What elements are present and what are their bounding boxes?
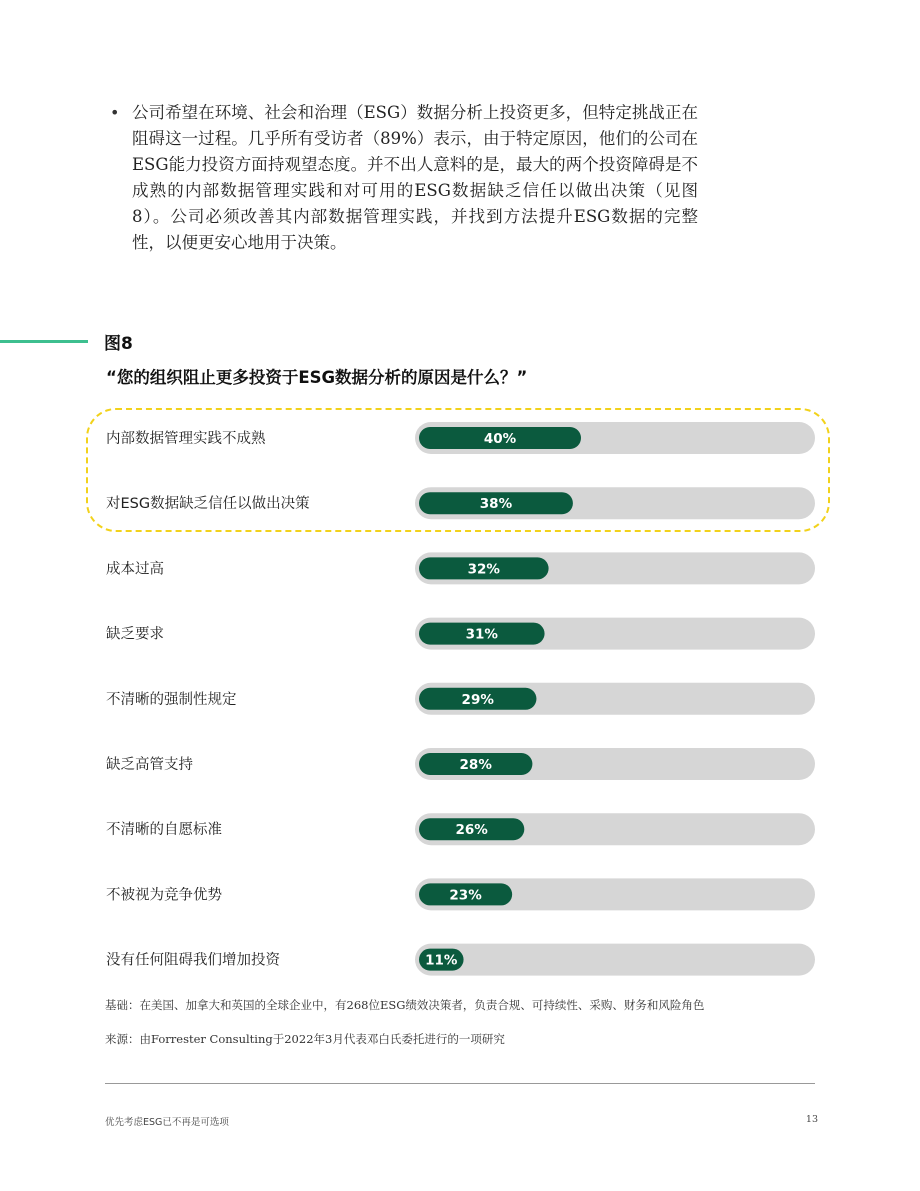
bullet-icon: • — [110, 103, 120, 122]
bar-value-label: 29% — [461, 691, 494, 708]
bar-value-label: 11% — [425, 952, 458, 969]
bar-row — [106, 683, 815, 715]
bar-row — [106, 618, 815, 650]
bar-row — [106, 944, 815, 976]
bar-track — [415, 944, 815, 976]
intro-text: 公司希望在环境、社会和治理（ESG）数据分析上投资更多，但特定挑战正在阻碍这一过程。几乎所有受访者（89%）表示，由于特定原因，他们的公司在ESG能力投资方面持观望态度。并不出人意料的是，最大的两个投资障碍是不成熟的内部数据管理实践和对可用的ESG数据缺乏信任以做出决策（见图8）。公司必须改善其内部数据管理实践，并找到方法提升ESG数据的完整性，以便更安心地用于决策。 — [132, 103, 698, 252]
category-label: 缺乏要求 — [106, 626, 164, 643]
page-number: 13 — [805, 1114, 818, 1125]
bar-value-label: 31% — [465, 626, 498, 643]
bar-row — [106, 422, 815, 454]
figure-label: 图8 — [104, 334, 133, 354]
bar-row — [106, 487, 815, 519]
figure-question: “您的组织阻止更多投资于ESG数据分析的原因是什么？” — [106, 368, 528, 387]
category-label: 成本过高 — [106, 561, 164, 578]
bar-row — [106, 748, 815, 780]
category-label: 不清晰的自愿标准 — [106, 822, 222, 839]
bar-row — [106, 813, 815, 845]
category-label: 不被视为竞争优势 — [106, 887, 222, 904]
footer-title: 优先考虑ESG已不再是可选项 — [105, 1117, 229, 1128]
source-note: 来源：由Forrester Consulting于2022年3月代表邓白氏委托进行的一项研究 — [105, 1032, 505, 1046]
base-note: 基础：在美国、加拿大和英国的全球企业中，有268位ESG绩效决策者，负责合规、可持续性、采购、财务和风险角色 — [105, 998, 705, 1012]
footer-divider — [105, 1083, 815, 1084]
bar-value-label: 28% — [459, 757, 492, 773]
category-label: 对ESG数据缺乏信任以做出决策 — [106, 496, 310, 513]
bar-value-label: 23% — [449, 887, 482, 904]
bar-value-label: 38% — [479, 496, 513, 513]
bar-value-label: 40% — [483, 431, 517, 447]
bar-row — [106, 552, 815, 584]
category-label: 不清晰的强制性规定 — [106, 691, 237, 708]
category-label: 内部数据管理实践不成熟 — [106, 431, 266, 447]
bar-value-label: 32% — [467, 561, 500, 578]
bar-value-label: 26% — [455, 822, 488, 839]
category-label: 缺乏高管支持 — [106, 757, 193, 773]
bar-row — [106, 878, 815, 910]
category-label: 没有任何阻碍我们增加投资 — [106, 952, 280, 969]
